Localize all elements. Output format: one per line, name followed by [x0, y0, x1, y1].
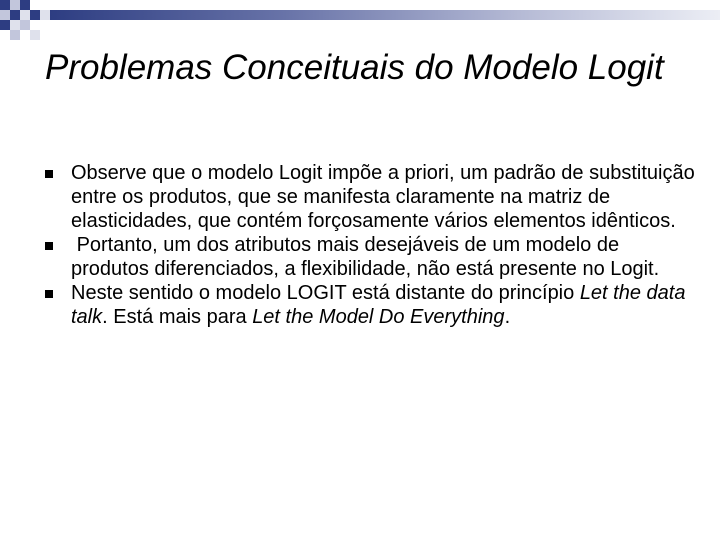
bullet-text-part: .	[504, 306, 511, 328]
bullet-list	[45, 161, 695, 329]
bullet-text: Portanto, um dos atributos mais desejáveis de um modelo de produtos diferenciados, a flexibilidade, não está presente no Logit.	[71, 234, 660, 280]
bullet-item	[45, 281, 695, 329]
bullet-square-icon	[45, 170, 53, 178]
corner-decoration	[0, 0, 60, 40]
slide-title: Problemas Conceituais do Modelo Logit	[45, 48, 664, 87]
bullet-text-part: . Está mais para	[102, 306, 253, 328]
bullet-text: Observe que o modelo Logit impõe a priori, um padrão de substituição entre os produtos, que se manifesta claramente na matriz de elasticidades, que contém forçosamente vários elementos idênticos.	[71, 162, 695, 232]
bullet-italic-phrase: Let the Model Do Everything	[252, 306, 505, 328]
bullet-square-icon	[45, 290, 53, 298]
bullet-text-part: Neste sentido o modelo LOGIT está distante do princípio	[71, 282, 580, 304]
bullet-item	[45, 233, 695, 281]
header-gradient-bar	[50, 10, 720, 20]
bullet-italic-phrase: Let the data talk	[71, 282, 686, 328]
bullet-square-icon	[45, 242, 53, 250]
bullet-item	[45, 161, 695, 233]
